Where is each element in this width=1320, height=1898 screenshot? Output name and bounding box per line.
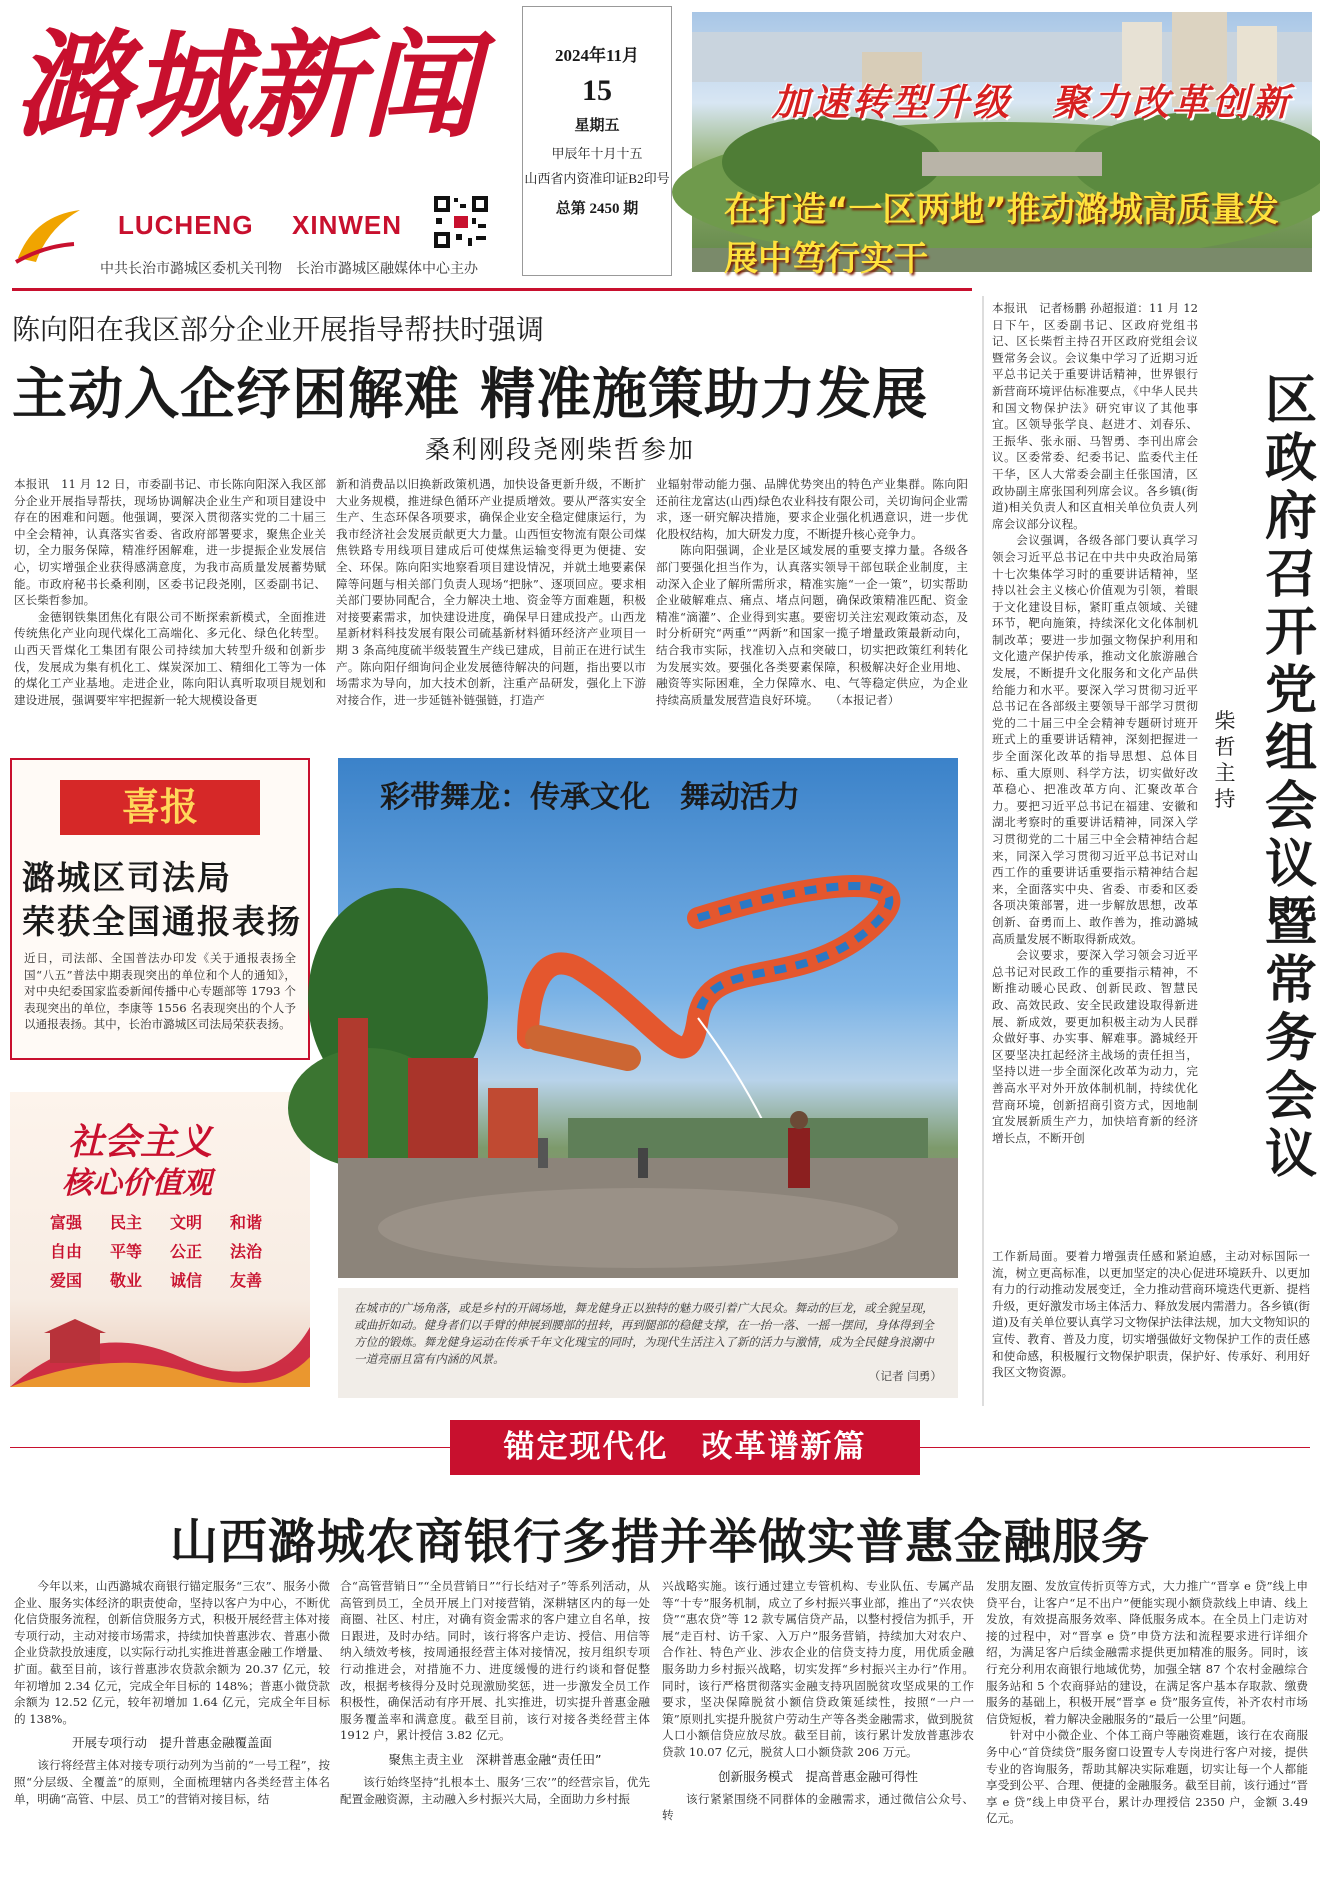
- values-decor: [10, 1297, 310, 1387]
- values-word: 文明: [170, 1213, 203, 1232]
- special-col3-text-b: 该行紧紧围绕不同群体的金融需求，通过微信公众号、转: [662, 1791, 974, 1823]
- dateline-weekday: 星期五: [574, 118, 620, 134]
- values-word: 平等: [110, 1242, 143, 1261]
- hero-banner: [692, 12, 1312, 279]
- values-title-line1: 社会主义: [68, 1121, 213, 1163]
- dateline-year-month: 2024年11月: [554, 46, 640, 65]
- masthead-pinyin-right: XINWEN: [292, 210, 402, 240]
- values-word: 自由: [50, 1242, 83, 1261]
- photo-story-image: [338, 758, 958, 1278]
- values-word: 敬业: [110, 1271, 143, 1290]
- dateline-day: 15: [582, 74, 612, 107]
- values-word: 诚信: [170, 1271, 203, 1290]
- column-divider: [982, 296, 984, 1406]
- logo-swoosh-icon: [14, 206, 84, 266]
- values-word: 和谐: [230, 1213, 263, 1232]
- values-word: 富强: [50, 1213, 83, 1232]
- top-rule: [12, 288, 972, 291]
- hero-slogan-line1: 加速转型升级 聚力改革创新: [772, 80, 1292, 124]
- special-headline: 山西潞城农商银行多措并举做实普惠金融服务: [169, 1514, 1150, 1570]
- lead-column-3: 业辐射带动能力强、品牌优势突出的特色产业集群。陈向阳还前往龙富达(山西)绿色农业科技有限公司，关切询问企业需求，逐一研究解决措施，要求企业强化机遇意识，进一步优化股权结构，加大研发力度，不断提升核心竞争力。 陈向阳强调，企业是区域发展的重要支撑力量。各级各部门要强化担当作为，认真落实领导干部包联企业制度，主动深入企业了解所需所求，精准实施“一企一策”，切实帮助企业破解难点、痛点、堵点问题，确保政策精准匹配、资金精准“滴灌”、企业得到实惠。要密切关注宏观政策动态，及时分析研究“两重”“两新”和国家一揽子增量政策最新动向，结合我市实际，找准切入点和突破口，切实把政策红利转化为发展实效。要强化各类要素保障，积极解决好企业用地、融资等实际困难，全力保障水、电、气等稳定供应，为企业持续高质量发展营造良好环境。 （本报记者）: [656, 477, 968, 707]
- special-col3-text: 兴战略实施。该行通过建立专管机构、专业队伍、专属产品等“十专”服务机制，成立了乡村振兴事业部，推出了“兴农快贷”“惠农贷”等 12 款专属信贷产品，以整村授信为抓手，开展“走百村、访千家、入万户”服务营销，持续加大对农户、合作社、特色产业、涉农企业的信贷支持力度，用优质金融服务助力乡村振兴战略，切实发挥“乡村振兴主办行”作用。同时，该行严格贯彻落实金融支持巩固脱贫攻坚成果的工作要求，坚决保障脱贫小额信贷政策延续性，按照“一户一策”原则扎实提升脱贫户劳动生产等各类金融需求，做到脱贫人口小额信贷应放尽放。截至目前，该行累计发放普惠涉农贷款 10.07 亿元，脱贫人口小额贷款 206 万元。: [662, 1579, 974, 1759]
- special-col1-subhead: 开展专项行动 提升普惠金融覆盖面: [71, 1735, 272, 1751]
- photo-story-credit: （记者 闫勇）: [868, 1369, 942, 1383]
- masthead: [10, 8, 478, 208]
- special-col3-subhead: 创新服务模式 提高普惠金融可得性: [717, 1768, 918, 1784]
- masthead-title-art: [10, 8, 478, 158]
- special-col2-text: 合“高管营销日”“全员营销日”“行长结对子”等系列活动，从高管到员工，全员开展上门对接营销，深耕辖区内的每一处商圈、社区、村庄，对确有资金需求的客户建立自名单，按日跟进，及时办结。同时，该行将客户走访、授信、用信等纳入绩效考核，按周通报经营主体对接情况，按月组织专项行动推进会，对措施不力、进度缓慢的进行约谈和督促整改，根据考核得分及时兑现激励奖惩，进一步激发全员工作积极性，确保活动有序开展、扎实推进，切实提升普惠金融服务覆盖率和满意度。截至目前，该行对接各类经营主体 1912 户，累计授信 3.82 亿元。: [340, 1579, 650, 1743]
- photo-story-caption-box: [338, 1288, 958, 1398]
- right-story-body: 本报讯 记者杨鹏 孙超报道：11 月 12 日下午，区委副书记、区政府党组书记、区长柴哲主持召开区政府党组会议暨常务会议。会议集中学习了近期习近平总书记关于重要讲话精神，世界银行新营商环境评估标准要点，《中华人民共和国文物保护法》研究审议了其他事宜。区领导张学良、赵进才、刘春乐、王振华、张永丽、马智勇、李刊出席会议。区委常委、纪委书记、监委代主任干华，区人大常委会副主任张国清，区政协副主席张国利列席会议。各乡镇(街道)相关负责人和区直相关单位负责人列席会议部分议程。 会议强调，各级各部门要认真学习领会习近平总书记在中共中央政治局第十七次集体学习时的重要讲话精神，坚持以社会主义核心价值观为引领，着眼于文化建设目标，紧盯重点领域、关键环节，靶向施策，持续深化文化体制机制改革；要进一步加强文物保护利用和文化遗产保护传承，推动文化旅游融合发展，不断提升文化服务和文化产品供给能力和水平。要深入学习贯彻习近平总书记在各部级主要领导干部学习贯彻党的二十届三中全会精神专题研讨班开班式上的重要讲话精神，深刻把握进一步全面深化改革的指导思想、总体目标、重大原则、科学方法，切实做好改革稳心、把准改革方向、汇聚改革合力。要把习近平总书记在福建、安徽和湖北考察时的重要讲话精神，同深入学习贯彻党的二十届三中全会精神结合起来，同深入学习贯彻习近平总书记对山西工作的重要讲话重要指示精神结合起来，全面落实中央、省委、市委和区委各项决策部署，进一步解放思想，改革创新、奋勇而上、敢作善为，推动潞城高质量发展不断取得新成效。 会议要求，要深入学习领会习近平总书记对民政工作的重要指示精神，不断推动暖心民政、创新民政、智慧民政、高效民政、安全民政建设取得新进展、新成效，要更加积极主动为人民群众做好事、办实事、解难事。潞城经开区要坚决扛起经济主战场的责任担当，坚持以进一步全面深化改革为动力，完善高水平对外开放体制机制，持续优化营商环境，创新招商引资方式，因地制宜发展新质生产力，加快培育新的经济增长点，不断开创: [992, 301, 1198, 1145]
- dateline-permit: 山西省内资准印证B2印号: [524, 171, 670, 186]
- xibao-headline-line2: 荣获全国通报表扬: [22, 902, 302, 941]
- lead-kicker: 陈向阳在我区部分企业开展指导帮扶时强调: [12, 313, 545, 346]
- qr-code-icon: [432, 194, 490, 250]
- special-banner: 锚定现代化 改革谱新篇: [450, 1420, 920, 1475]
- masthead-title: 潞城新闻: [14, 18, 478, 154]
- dateline-lunar: 甲辰年十月十五: [551, 146, 643, 161]
- dateline-issue: 总第 2450 期: [555, 201, 639, 217]
- xibao-headline-line1: 潞城区司法局: [22, 858, 232, 897]
- special-column-3: [662, 1578, 974, 1824]
- xibao-badge: 喜报: [60, 780, 260, 835]
- right-story-host: 柴哲主持: [1214, 709, 1236, 811]
- special-col1-text: 今年以来，山西潞城农商银行锚定服务“三农”、服务小微企业、服务实体经济的职责使命，坚持以客户为中心，不断优化信贷服务流程，创新信贷服务方式，积极开展经营主体对接专项行动，主动对接市场需求，持续加快普惠涉农、普惠小微企业贷款投放速度，以实际行动扎实推进普惠金融工作增量、扩面。截至目前，该行普惠涉农贷款余额为 20.37 亿元，较年初增加 2.34 亿元，完成全年目标的 148%；普惠小微贷款余额为 12.52 亿元，较年初增加 1.64 亿元，完成全年目标的 138%。: [14, 1579, 330, 1726]
- values-word: 友善: [230, 1271, 263, 1290]
- hero-slogan-line2: 在打造“一区两地”推动潞城高质量发展中笃行实干: [724, 190, 1279, 279]
- photo-story-title: 彩带舞龙：传承文化 舞动活力: [380, 780, 800, 815]
- special-col1-text-b: 该行将经营主体对接专项行动列为当前的“一号工程”，按照“分层级、全覆盖”的原则，全面梳理辖内各类经营主体名单，明确“高管、中层、员工”的营销对接目标，结: [14, 1758, 330, 1806]
- dateline-box: [522, 6, 672, 276]
- special-column-1: [14, 1578, 330, 1807]
- values-word: 公正: [170, 1242, 203, 1261]
- values-word: 法治: [230, 1242, 263, 1261]
- values-poster: [10, 1092, 310, 1387]
- right-story-body-continued: 工作新局面。要着力增强责任感和紧迫感，主动对标国际一流，树立更高标准，以更加坚定的决心促进环境跃升、以更加有力的行动推动发展变迁，全力推动营商环境迭代更新、提档升级，更好激发市场主体活力、释放发展内需潜力。各乡镇(街道)及有关单位要认真学习文物保护法律法规，加大文物知识的宣传、教育、普及力度，切实增强做好文物保护工作的责任感和使命感，积极履行文物保护职责，保护好、传承好、利用好我区文物资源。: [992, 1249, 1310, 1380]
- lead-column-1: 本报讯 11 月 12 日，市委副书记、市长陈向阳深入我区部分企业开展指导帮扶，现场协调解决企业生产和项目建设中存在的困难和问题。他强调，要深入贯彻落实党的二十届三中全会精神，认真落实省委、省政府部署要求，聚焦企业关切，全力服务保障，精准纾困解难，进一步提振企业发展信心，切实增强企业获得感满意度，为我市高质量发展蓄势赋能。市政府秘书长桑利刚，区委书记段尧刚，区委副书记、区长柴哲参加。 金德钢铁集团焦化有限公司不断探索新模式，全面推进传统焦化产业向现代煤化工高端化、多元化、绿色化转型。山西天晋煤化工集团有限公司持续加大转型升级和创新步伐，发展成为集有机化工、煤炭深加工、精细化工等为一体的煤化工产业基地。走进企业，陈向阳认真听取项目规划和建设进展，强调要牢牢把握新一轮大规模设备更: [14, 477, 326, 707]
- lead-subhead: 桑利刚段尧刚柴哲参加: [425, 435, 696, 464]
- values-word: 民主: [110, 1213, 143, 1232]
- masthead-publisher: 中共长治市潞城区委机关刊物 长治市潞城区融媒体中心主办: [100, 260, 478, 276]
- xibao-body: 近日，司法部、全国普法办印发《关于通报表扬全国“八五”普法中期表现突出的单位和个人的通知》，对中央纪委国家监委新闻传播中心专题部等 1793 个表现突出的单位，李康等 1556 名表现突出的个人予以通报表扬。其中，长治市潞城区司法局荣获表扬。: [24, 951, 296, 1032]
- photo-scene: [338, 758, 958, 1278]
- special-column-2: [340, 1578, 650, 1807]
- masthead-pinyin-left: LUCHENG: [118, 210, 254, 240]
- values-word: 爱国: [50, 1271, 83, 1290]
- special-col2-subhead: 聚焦主责主业 深耕普惠金融“责任田”: [388, 1751, 602, 1767]
- special-column-4: 发朋友圈、发放宣传折页等方式，大力推广“晋享 e 贷”线上申贷平台，让客户“足不出户”便能实现小额贷款线上申请、线上发放，有效提高服务效率、降低服务成本。在全员上门走访对接的过程中，对“晋享 e 贷”申贷方法和流程要求进行详细介绍，为满足客户后续金融需求提供更加精准的服务。同时，该行充分利用农商银行地域优势，加强全辖 87 个农村金融综合服务站和 5 个农商驿站的建设，在满足客户基本存取款、缴费服务的基础上，积极开展“晋享 e 贷”服务宣传，补齐农村市场信贷短板，着力解决金融服务的“最后一公里”问题。 针对中小微企业、个体工商户等融资难题，该行在农商服务中心“首贷续贷”服务窗口设置专人专岗进行客户对接，提供专业的咨询服务，帮助其解决实际难题，切实让每一个人都能享受到公平、合理、便捷的金融服务。截至目前，该行通过“晋享 e 贷”线上申贷平台，累计办理授信 2350 户，金额 3.49 亿元。: [986, 1579, 1308, 1826]
- lead-column-2: 新和消费品以旧换新政策机遇，加快设备更新升级，不断扩大业务规模，推进绿色循环产业提质增效。要从严落实安全生产、生态环保各项要求，确保企业安全稳定健康运行，为我市经济社会发展贡献更大力量。山西恒安物流有限公司煤焦铁路专用线项目建成后可使煤焦运输变得更为便捷、安全、环保。陈向阳实地察看项目建设情况，并就土地要素保障等问题与相关部门负责人现场“把脉”、逐项回应。要求相关部门要协同配合，全力解决土地、资金等方面难题，积极对接要素需求，加快建设进度，确保早日建成投产。山西龙星新材料科技发展有限公司硫基新材料循环经济产业项目一期 3 条高纯度硫半级装置生产线已建成，目前正在进行试生产。陈向阳仔细询问企业发展德待解决的问题，指出要以市场需求为导向，加大技术创新，注重产品研发，强化上下游对接合作，进一步延链补链强链，打造产: [336, 477, 646, 707]
- special-col2-text-b: 该行始终坚持“扎根本土、服务‘三农’”的经营宗旨，优先配置金融资源，主动融入乡村振兴大局，全面助力乡村振: [340, 1774, 650, 1806]
- lead-headline: 主动入企纾困解难 精准施策助力发展: [12, 362, 929, 426]
- photo-story-caption: 在城市的广场角落，或是乡村的开阔场地，舞龙健身正以独特的魅力吸引着广大民众。舞动的巨龙，或全貌呈现，或曲折如动。健身者们以手臂的伸展到腰部的扭转，再到腿部的稳健支撑，在一抬一落、一摇一摆间，身体得到全方位的锻炼。舞龙健身运动在传承千年文化瑰宝的同时，为现代生活注入了新的活力与激情，成为全民健身浪潮中一道亮丽且富有内涵的风景。: [354, 1301, 934, 1366]
- values-word-grid: [50, 1210, 290, 1291]
- values-title-line2: 核心价值观: [62, 1166, 212, 1201]
- right-story-headline: 区政府召开党组会议暨常务会议: [1265, 371, 1318, 1185]
